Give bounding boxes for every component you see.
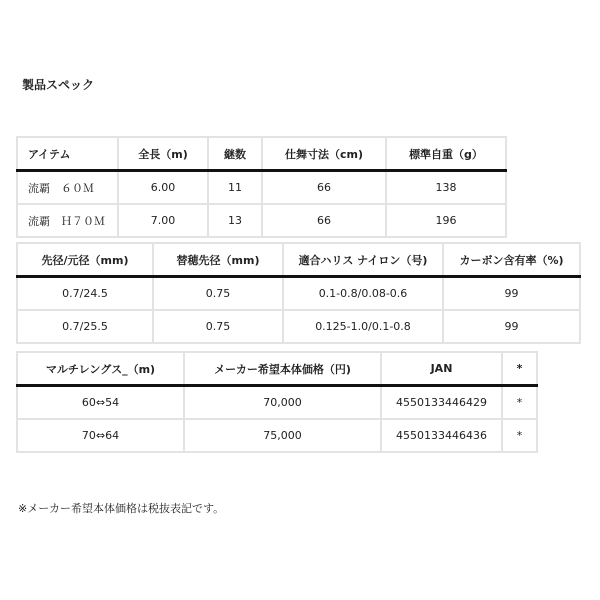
cell: 6.00 <box>118 171 208 205</box>
table-header-row <box>17 243 580 277</box>
cell: 流覇 ６０Ｍ <box>17 171 118 205</box>
cell: 4550133446429 <box>381 386 502 420</box>
cell: 0.125-1.0/0.1-0.8 <box>283 310 443 343</box>
cell: 66 <box>262 171 386 205</box>
header-jan: JAN <box>381 352 502 386</box>
spec-table-2 <box>16 242 581 344</box>
table-header-row <box>17 352 537 386</box>
cell: * <box>502 419 537 452</box>
header-weight: 標準自重（g） <box>386 137 506 171</box>
header-item: アイテム <box>17 137 118 171</box>
cell: 66 <box>262 204 386 237</box>
header-length: 全長（m) <box>118 137 208 171</box>
cell: 13 <box>208 204 262 237</box>
table-row <box>17 386 537 420</box>
cell: * <box>502 386 537 420</box>
cell: 0.7/25.5 <box>17 310 153 343</box>
cell: 0.75 <box>153 277 283 311</box>
cell: 70⇔64 <box>17 419 184 452</box>
table-row <box>17 204 506 237</box>
header-price: メーカー希望本体価格（円) <box>184 352 381 386</box>
header-sections: 継数 <box>208 137 262 171</box>
cell: 75,000 <box>184 419 381 452</box>
footnote: ※メーカー希望本体価格は税抜表記です。 <box>18 502 225 515</box>
header-line-rating: 適合ハリス ナイロン（号) <box>283 243 443 277</box>
table-header-row <box>17 137 506 171</box>
cell: 7.00 <box>118 204 208 237</box>
header-closed-length: 仕舞寸法（cm) <box>262 137 386 171</box>
cell: 196 <box>386 204 506 237</box>
cell: 60⇔54 <box>17 386 184 420</box>
cell: 4550133446436 <box>381 419 502 452</box>
cell: 0.75 <box>153 310 283 343</box>
cell: 0.7/24.5 <box>17 277 153 311</box>
header-multi-length: マルチレングス_（m) <box>17 352 184 386</box>
table-row <box>17 277 580 311</box>
section-title: 製品スペック <box>22 78 95 92</box>
cell: 99 <box>443 310 580 343</box>
table-row <box>17 310 580 343</box>
cell: 138 <box>386 171 506 205</box>
cell: 0.1-0.8/0.08-0.6 <box>283 277 443 311</box>
header-tip-butt-diameter: 先径/元径（mm) <box>17 243 153 277</box>
table-row <box>17 171 506 205</box>
cell: 流覇 Ｈ７０Ｍ <box>17 204 118 237</box>
header-spare-tip-diameter: 替穂先径（mm) <box>153 243 283 277</box>
spec-table-1 <box>16 136 507 238</box>
cell: 11 <box>208 171 262 205</box>
spec-table-3 <box>16 351 538 453</box>
cell: 70,000 <box>184 386 381 420</box>
cell: 99 <box>443 277 580 311</box>
table-row <box>17 419 537 452</box>
header-mark: * <box>502 352 537 386</box>
header-carbon-content: カーボン含有率（%) <box>443 243 580 277</box>
